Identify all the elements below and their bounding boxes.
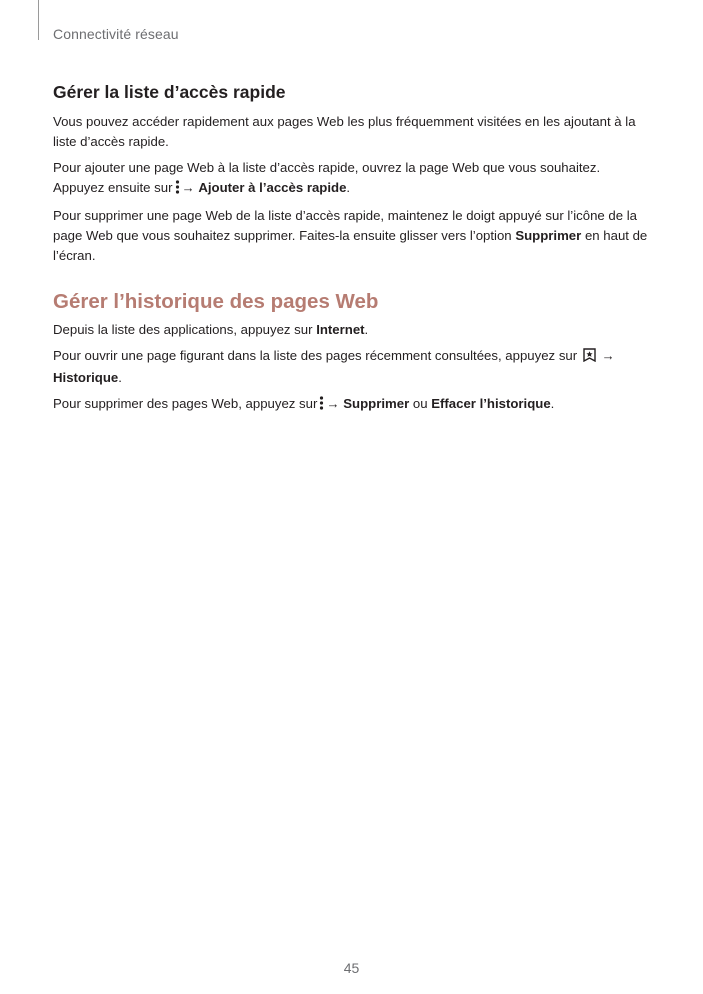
instruction-text: Pour supprimer une page Web de la liste d’accès rapide, maintenez le doigt appuyé sur l’icône de la page Web que vous souhaitez supprimer. Faites-la ensuite glisser vers l’option	[53, 208, 638, 243]
quick-access-intro: Vous pouvez accéder rapidement aux pages Web les plus fréquemment visitées en les ajoutant à la liste d’accès rapide.	[53, 114, 636, 149]
quick-access-remove-instructions	[53, 206, 653, 266]
history-heading: Gérer l’historique des pages Web	[53, 290, 379, 313]
punct: .	[118, 370, 122, 385]
punct: .	[364, 322, 369, 337]
instruction-text: Pour ajouter une page Web à la liste d’accès rapide, ouvrez la page Web que vous souhaitez. Appuyez ensuite sur	[53, 160, 601, 195]
quick-access-add-instructions	[53, 158, 653, 200]
arrow: →	[181, 180, 195, 195]
section-header: Connectivité réseau	[53, 26, 179, 42]
punct: .	[346, 180, 351, 195]
arrow: →	[601, 348, 615, 363]
page-number: 45	[343, 960, 360, 976]
quick-access-heading: Gérer la liste d’accès rapide	[53, 82, 286, 102]
history-delete-pages	[53, 394, 653, 416]
header-rule	[38, 0, 39, 40]
add-quick-access-option: Ajouter à l’accès rapide	[198, 180, 347, 195]
arrow: →	[326, 396, 340, 411]
history-open-internet	[53, 320, 653, 340]
instruction-text: Pour supprimer des pages Web, appuyez sur	[53, 396, 318, 411]
instruction-text: Pour ouvrir une page figurant dans la liste des pages récemment consultées, appuyez sur	[53, 348, 578, 363]
page-content	[53, 82, 653, 422]
internet-app-name: Internet	[316, 322, 365, 337]
history-option: Historique	[53, 370, 119, 385]
punct: .	[550, 396, 555, 411]
conjunction: ou	[412, 396, 428, 411]
instruction-text: Depuis la liste des applications, appuyez sur	[53, 322, 313, 337]
more-options-icon	[175, 180, 180, 200]
bookmark-star-icon	[583, 348, 596, 368]
clear-history-option: Effacer l’historique	[431, 396, 551, 411]
delete-option: Supprimer	[343, 396, 410, 411]
delete-option: Supprimer	[515, 228, 582, 243]
history-open-page	[53, 346, 653, 388]
instruction-text: en haut de l’écran.	[53, 228, 648, 263]
more-options-icon	[319, 396, 324, 416]
